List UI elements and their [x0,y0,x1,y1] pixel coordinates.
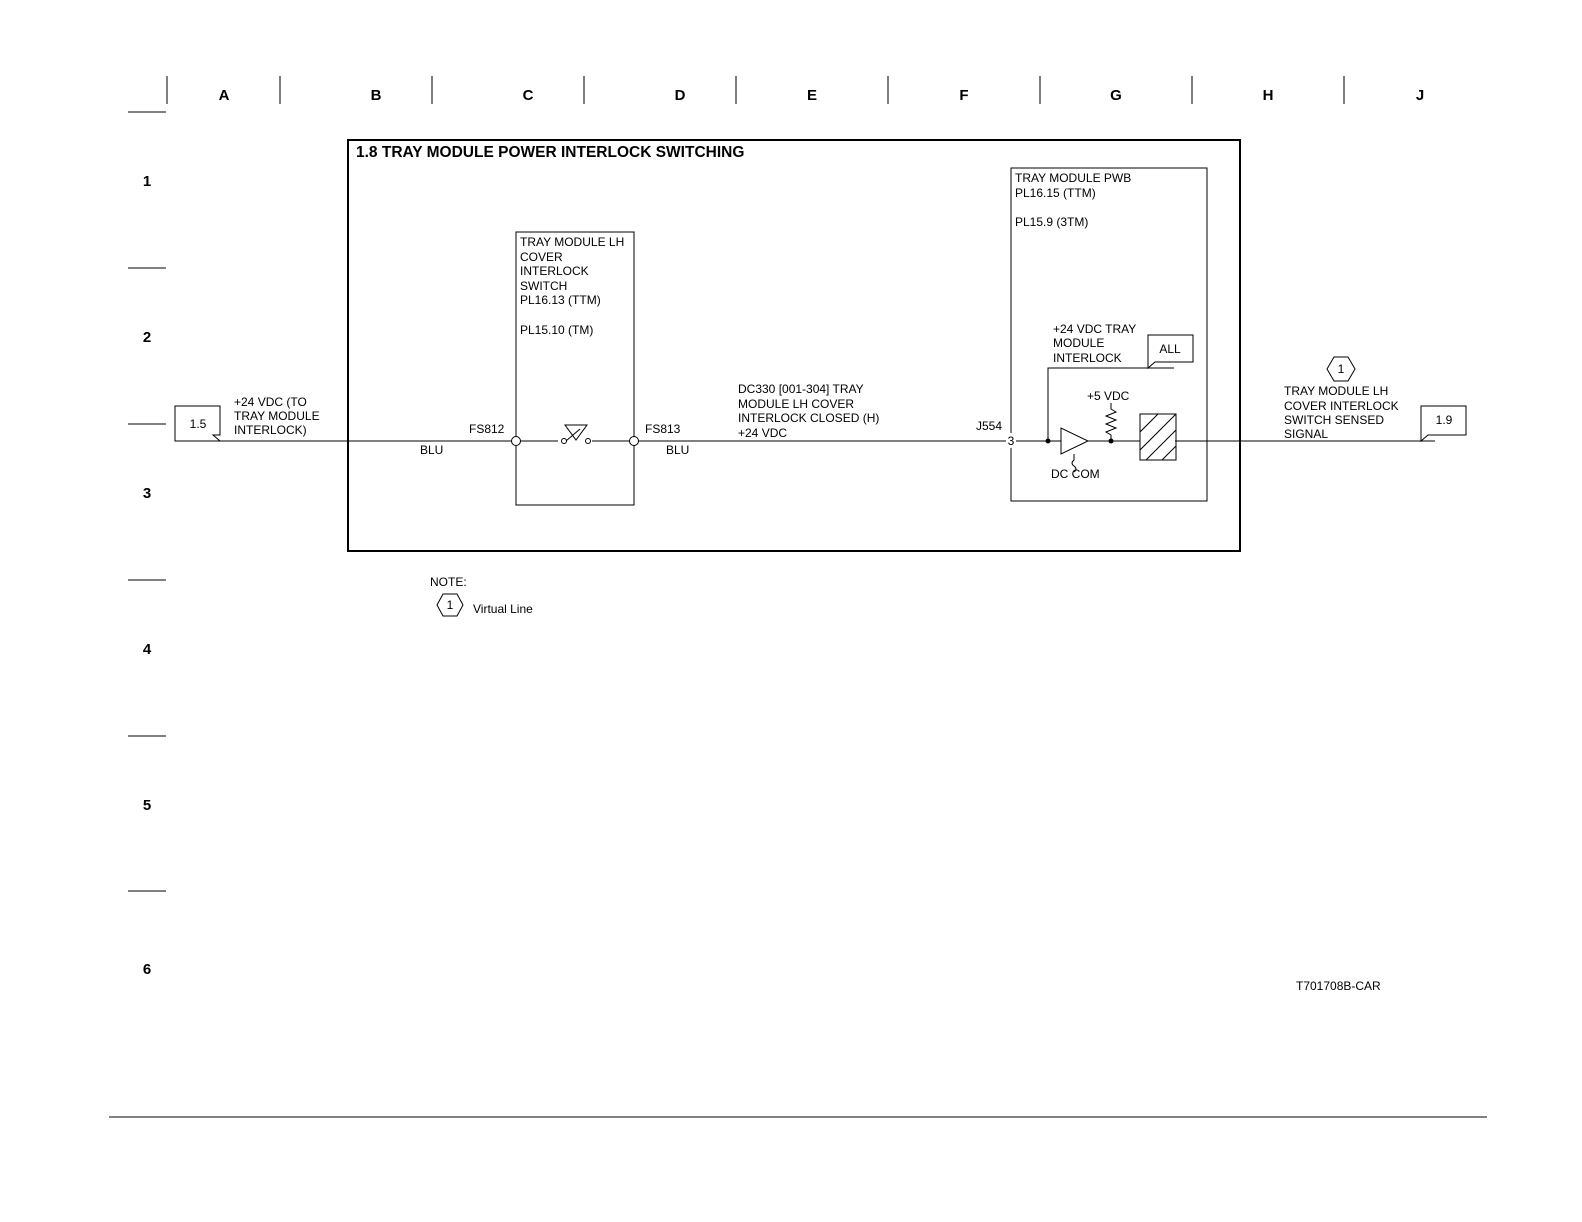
switch-label-line: PL16.13 (TTM) [520,293,601,307]
switch-label-line: COVER [520,250,563,264]
all-tag-label: ALL [1159,342,1181,356]
section-frame [348,140,1240,551]
switch-label-line: PL15.10 (TM) [520,323,594,337]
dc330-line: +24 VDC [738,426,788,440]
column-label-c: C [522,87,534,104]
buffer-triangle-icon [1061,428,1088,454]
dc330-line: MODULE LH COVER [738,397,855,411]
row-label-4: 4 [142,641,152,658]
column-label-j: J [1415,87,1425,104]
row-label-3: 3 [142,485,152,502]
row-label-5: 5 [142,797,152,814]
wire-color-label-right: BLU [666,443,690,457]
interlock-label [1053,322,1136,365]
column-label-f: F [959,87,969,104]
switch-label-line: INTERLOCK [520,264,589,278]
switch-box-label [520,235,624,337]
section-title: 1.8 TRAY MODULE POWER INTERLOCK SWITCHING [356,144,745,161]
pwb-label-line: TRAY MODULE PWB [1015,171,1132,185]
note-text: Virtual Line [473,602,533,616]
row-label-2: 2 [142,329,152,346]
fs812-connector-icon [512,437,521,446]
column-labels [219,87,1425,104]
interlock-label-line: +24 VDC TRAY [1053,322,1137,336]
pwb-box-label [1015,171,1131,229]
note-label: NOTE: [430,575,467,589]
reference-tag-label: 1.5 [189,417,207,431]
output-reference-tag: 1.9 [1435,413,1453,427]
switch-label-line: SWITCH [520,279,568,293]
row-label-1: 1 [142,173,152,190]
dc330-line: INTERLOCK CLOSED (H) [738,411,880,425]
note-legend [430,575,533,616]
interlock-label-line: MODULE [1053,336,1105,350]
processor-block-icon [1140,414,1176,460]
dc330-line: DC330 [001-304] TRAY [738,382,864,396]
plus5-label: +5 VDC [1087,389,1130,403]
output-reference [1284,357,1466,441]
fs813-connector-icon [630,437,639,446]
figure-id: T701708B-CAR [1296,979,1381,993]
note-hex-number: 1 [446,598,454,612]
interlock-label-line: INTERLOCK [1053,351,1122,365]
input-label-line: INTERLOCK) [234,423,307,437]
column-label-g: G [1110,87,1122,104]
row-label-6: 6 [142,961,152,978]
output-label-line: TRAY MODULE LH [1284,384,1389,398]
column-label-b: B [370,87,382,104]
column-label-e: E [806,87,818,104]
pwb-internal-circuit [1016,368,1176,472]
j554-label: J554 [976,419,1003,433]
pwb-label-line: PL15.9 (3TM) [1015,215,1089,229]
pin-number: 3 [1007,434,1015,448]
input-label-line: +24 VDC (TO [234,395,307,409]
pullup-resistor-icon [1106,403,1116,441]
output-label-line: SIGNAL [1284,427,1329,441]
switch-label-line: TRAY MODULE LH [520,235,625,249]
dccom-label: DC COM [1051,467,1100,481]
input-label-line: TRAY MODULE [234,409,320,423]
column-label-h: H [1262,87,1274,104]
output-label-line: COVER INTERLOCK [1284,399,1399,413]
column-label-d: D [674,87,686,104]
row-labels [143,173,152,978]
pwb-label-line: PL16.15 (TTM) [1015,186,1096,200]
dc330-label [738,382,879,440]
column-dividers [167,76,1344,104]
column-label-a: A [218,87,230,104]
wire-color-label: BLU [420,443,444,457]
fs812-label: FS812 [469,422,505,436]
output-hex-number: 1 [1337,362,1345,376]
output-label-line: SWITCH SENSED [1284,413,1385,427]
fs813-label: FS813 [645,422,681,436]
input-reference [175,395,320,441]
interlock-switch-icon [558,425,592,444]
